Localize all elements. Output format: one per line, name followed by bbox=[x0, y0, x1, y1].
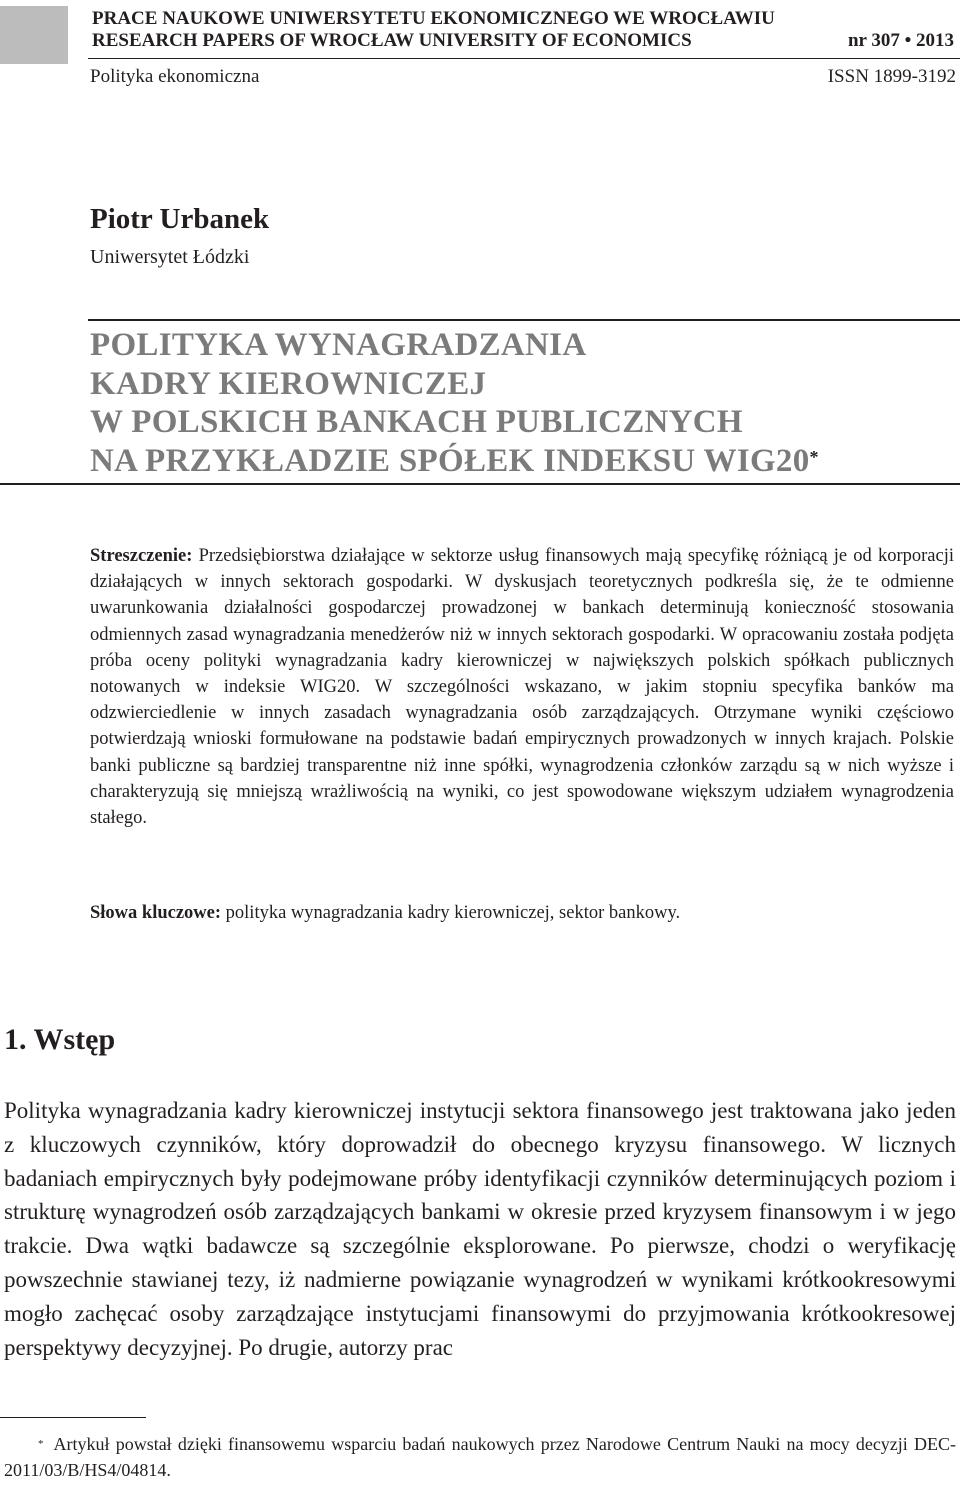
abstract bbox=[90, 543, 954, 831]
section-heading: 1. Wstęp bbox=[4, 1023, 116, 1056]
issn: ISSN 1899-3192 bbox=[827, 66, 956, 87]
header-rule bbox=[88, 58, 960, 59]
keywords bbox=[90, 903, 954, 924]
author-affiliation: Uniwersytet Łódzki bbox=[90, 246, 250, 268]
journal-name-pl: PRACE NAUKOWE UNIWERSYTETU EKONOMICZNEGO WE WROCŁAWIU bbox=[92, 8, 775, 29]
keywords-text: polityka wynagradzania kadry kierowniczej, sektor bankowy. bbox=[225, 903, 681, 923]
journal-name-en: RESEARCH PAPERS OF WROCŁAW UNIVERSITY OF ECONOMICS bbox=[92, 30, 692, 51]
section-body: Polityka wynagradzania kadry kierowniczej instytucji sektora finansowego jest traktowana jako jeden z kluczowych czynników, który doprowadził do obecnego kryzysu finansowego. W licznych badaniach empirycznych były podejmowane próby identyfikacji czynników determinujących poziom i strukturę wynagrodzeń osób zarządzających bankami w okresie przed kryzysem finansowym i w jego trakcie. Dwa wątki badawcze są szczególnie eksplorowane. Po pierwsze, chodzi o weryfikację powszechnie stawianej tezy, iż nadmierne powiązanie wynagrodzeń w wynikami krótkookresowymi mogło zachęcać osoby zarządzające instytucjami finansowymi do przyjmowania krótkookresowej perspektywy decyzyjnej. Po drugie, autorzy prac bbox=[4, 1098, 956, 1360]
title-line: POLITYKA WYNAGRADZANIA bbox=[90, 327, 587, 363]
keywords-label: Słowa kluczowe: bbox=[90, 903, 222, 923]
abstract-text: Przedsiębiorstwa działające w sektorze usług finansowych mają specyfikę różniącą je od korporacji działających w innych sektorach gospodarki. W dyskusjach teoretycznych podkreśla się, że te odmienne uwarunkowania działalności gospodarczej prowadzonej w bankach determinują konieczność stosowania odmiennych zasad wynagradzania menedżerów niż w innych sektorach gospodarki. W opracowaniu została podjęta próba oceny polityki wynagradzania kadry kierowniczej w największych polskich spółkach publicznych notowanych w indeksie WIG20. W szczególności wskazano, w jakim stopniu specyfika banków ma odzwierciedlenie w innych zasadach wynagradzania osób zarządzających. Otrzymane wyniki częściowo potwierdzają wnioski formułowane na podstawie badań empirycznych prowadzonych w innych krajach. Polskie banki publiczne są bardziej transparentne niż inne spółki, wynagrodzenia członków zarządu są w nich wyższe i charakteryzują się mniejszą wrażliwością na wyniki, co jest spowodowane większym udziałem wynagrodzenia stałego. bbox=[90, 546, 955, 829]
title-top-rule bbox=[88, 319, 960, 321]
header-gray-block bbox=[0, 6, 68, 64]
journal-header bbox=[92, 8, 954, 52]
author-name: Piotr Urbanek bbox=[90, 203, 270, 235]
title-footnote-mark: * bbox=[809, 446, 819, 467]
footnote-rule bbox=[0, 1417, 146, 1418]
series-name: Polityka ekonomiczna bbox=[90, 66, 260, 87]
article-title bbox=[90, 326, 950, 480]
series-line bbox=[90, 66, 956, 88]
title-line: W POLSKICH BANKACH PUBLICZNYCH bbox=[90, 404, 743, 440]
title-line: KADRY KIEROWNICZEJ bbox=[90, 365, 487, 402]
footnote-text: Artykuł powstał dzięki finansowemu wsparciu badań naukowych przez Narodowe Centrum Nauki na mocy decyzji DEC-2011/03/B/HS4/04814. bbox=[4, 1434, 956, 1480]
issue-number: nr 307 • 2013 bbox=[847, 30, 954, 51]
abstract-label: Streszczenie: bbox=[90, 546, 193, 566]
title-line: NA PRZYKŁADZIE SPÓŁEK INDEKSU WIG20* bbox=[90, 442, 819, 479]
footnote-mark: * bbox=[38, 1438, 44, 1450]
footnote bbox=[4, 1431, 956, 1483]
title-bottom-rule bbox=[0, 483, 960, 485]
